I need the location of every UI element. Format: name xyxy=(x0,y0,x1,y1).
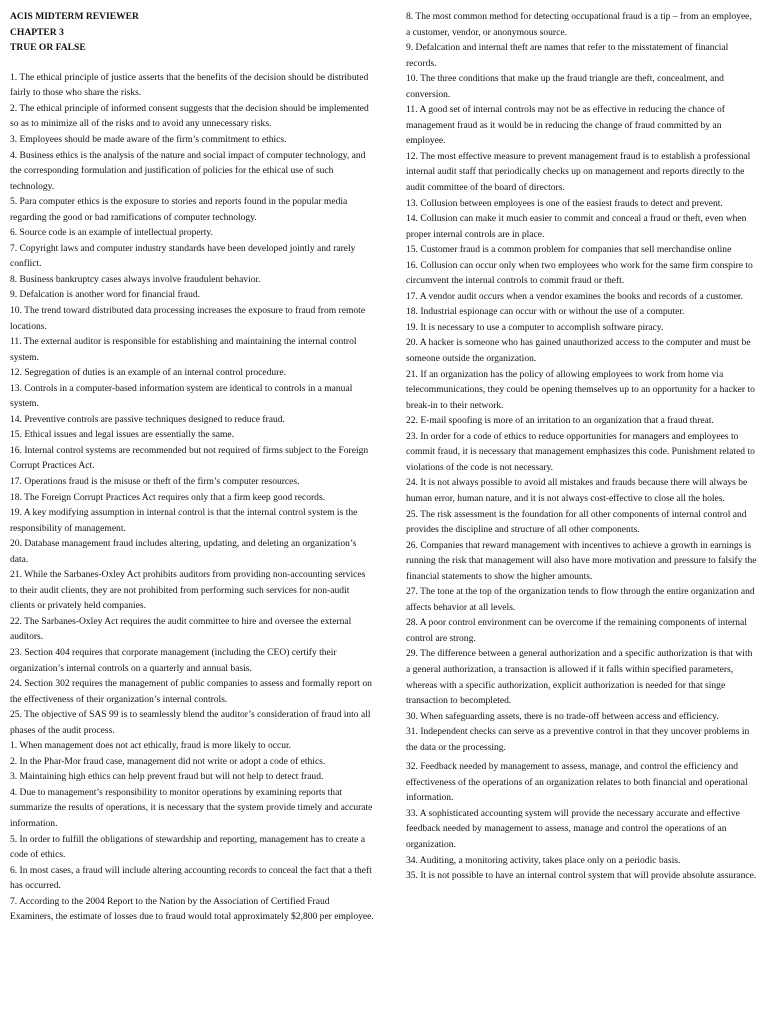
right-column xyxy=(406,9,758,884)
true-false-item: 13. Collusion between employees is one of the easiest frauds to detect and prevent. xyxy=(406,197,723,209)
true-false-item: 27. The tone at the top of the organization tends to flow through the entire organization and affects behavior at all levels. xyxy=(406,586,755,613)
true-false-item: 2. The ethical principle of informed consent suggests that the decision should be implemented so as to minimize all of the risks and to avoid any unnecessary risks. xyxy=(10,102,369,130)
true-false-item: 8. Business bankruptcy cases always involve fraudulent behavior. xyxy=(10,273,261,285)
true-false-item: 23. Section 404 requires that corporate management (including the CEO) certify their organization’s internal controls on a quarterly and annual basis. xyxy=(10,647,337,674)
left-question-list xyxy=(10,70,374,925)
true-false-item: 10. The three conditions that make up the fraud triangle are theft, concealment, and conversion. xyxy=(406,73,724,100)
true-false-item: 11. The external auditor is responsible for establishing and maintaining the internal control system. xyxy=(10,336,357,363)
true-false-item: 22. The Sarbanes-Oxley Act requires the audit committee to hire and oversee the external auditors. xyxy=(10,615,352,643)
true-false-item: 13. Controls in a computer-based information system are identical to controls in a manual system. xyxy=(10,382,353,410)
true-false-item: 21. If an organization has the policy of allowing employees to work from home via telecommunications, they could be opening themselves up to an opportunity for a hacker to break-in to their network. xyxy=(406,368,755,411)
true-false-item: 26. Companies that reward management with incentives to achieve a growth in earnings is running the risk that management will also have more motivation and pressure to falsify the financial statements to show the higher amounts. xyxy=(406,539,757,582)
true-false-item: 5. In order to fulfill the obligations of stewardship and reporting, management has to create a code of ethics. xyxy=(10,833,365,861)
true-false-item: 12. The most effective measure to prevent management fraud is to establish a professional internal audit staff that periodically checks up on management and reports directly to the audit committee of the board of directors. xyxy=(406,150,751,194)
true-false-item: 25. The risk assessment is the foundation for all other components of internal control and provides the discipline and structure of all other components. xyxy=(406,508,747,536)
true-false-item: 24. It is not always possible to avoid all mistakes and frauds because there will always be human error, human nature, and it is not always cost-effective to close all the holes. xyxy=(406,477,748,504)
true-false-item: 35. It is not possible to have an internal control system that will provide absolute assurance. xyxy=(406,870,757,882)
true-false-item: 24. Section 302 requires the management of public companies to assess and formally report on the effectiveness of their organization’s internal controls. xyxy=(10,678,372,705)
true-false-item: 31. Independent checks can serve as a preventive control in that they uncover problems in the data or the processing. xyxy=(406,726,750,753)
true-false-item: 21. While the Sarbanes-Oxley Act prohibits auditors from providing non-accounting services to their audit clients, they are not prohibited from performing such services for non-audit clients or privately held companies. xyxy=(10,569,366,612)
true-false-item: 6. In most cases, a fraud will include altering accounting records to conceal the fact that a theft has occurred. xyxy=(10,864,372,892)
true-false-item: 14. Collusion can make it much easier to commit and conceal a fraud or theft, even when proper internal controls are in place. xyxy=(406,213,747,240)
true-false-item: 22. E-mail spoofing is more of an irritation to an organization that a fraud threat. xyxy=(406,415,714,427)
right-question-list xyxy=(406,9,758,884)
true-false-item: 19. A key modifying assumption in internal control is that the internal control system is the responsibility of management. xyxy=(10,507,358,534)
true-false-item: 16. Internal control systems are recommended but not required of firms subject to the Foreign Corrupt Practices Act. xyxy=(10,444,369,472)
true-false-item: 33. A sophisticated accounting system will provide the necessary accurate and effective feedback needed by management to assess, manage and control the operations of an organization. xyxy=(406,807,740,850)
document-title: ACIS MIDTERM REVIEWER xyxy=(10,11,139,22)
true-false-item: 15. Customer fraud is a common problem for companies that sell merchandise online xyxy=(406,244,732,256)
true-false-item: 16. Collusion can occur only when two employees who work for the same firm conspire to circumvent the internal controls to commit fraud or theft. xyxy=(406,259,753,287)
true-false-item: 15. Ethical issues and legal issues are essentially the same. xyxy=(10,429,235,441)
true-false-item: 3. Maintaining high ethics can help prevent fraud but will not help to detect fraud. xyxy=(10,771,324,783)
true-false-item: 3. Employees should be made aware of the firm’s commitment to ethics. xyxy=(10,133,287,145)
chapter-heading: CHAPTER 3 xyxy=(10,26,64,38)
true-false-item: 4. Due to management’s responsibility to monitor operations by examining reports that summarize the results of operations, it is necessary that the system provide timely and accurate information. xyxy=(10,786,373,830)
true-false-item: 4. Business ethics is the analysis of the nature and social impact of computer technology, and the corresponding formulation and justification of policies for the ethical use of such technology. xyxy=(10,149,366,192)
true-false-item: 25. The objective of SAS 99 is to seamlessly blend the auditor’s consideration of fraud into all phases of the audit process. xyxy=(10,709,371,736)
true-false-item: 14. Preventive controls are passive techniques designed to reduce fraud. xyxy=(10,413,285,425)
true-false-item: 17. A vendor audit occurs when a vendor examines the books and records of a customer. xyxy=(406,290,743,302)
true-false-item: 20. A hacker is someone who has gained unauthorized access to the computer and must be someone outside the organization. xyxy=(406,337,751,365)
true-false-item: 1. When management does not act ethically, fraud is more likely to occur. xyxy=(10,740,292,752)
true-false-item: 1. The ethical principle of justice asserts that the benefits of the decision should be distributed fairly to those who share the risks. xyxy=(10,71,369,99)
true-false-item: 28. A poor control environment can be overcome if the remaining components of internal control are strong. xyxy=(406,617,747,644)
true-false-item: 34. Auditing, a monitoring activity, takes place only on a periodic basis. xyxy=(406,854,681,866)
true-false-item: 17. Operations fraud is the misuse or theft of the firm’s computer resources. xyxy=(10,476,300,487)
true-false-item: 18. Industrial espionage can occur with or without the use of a computer. xyxy=(406,306,685,318)
true-false-item: 11. A good set of internal controls may not be as effective in reducing the chance of management fraud as it would be in reducing the change of fraud committed by an employee. xyxy=(406,104,725,147)
true-false-item: 12. Segregation of duties is an example of an internal control procedure. xyxy=(10,367,286,379)
true-false-item: 20. Database management fraud includes altering, updating, and deleting an organization’s data. xyxy=(10,538,357,565)
true-false-item: 32. Feedback needed by management to assess, manage, and control the efficiency and effectiveness of the operations of an organization relates to both financial and operational information. xyxy=(406,761,748,804)
true-false-item: 18. The Foreign Corrupt Practices Act requires only that a firm keep good records. xyxy=(10,491,326,503)
left-column xyxy=(10,9,374,925)
true-false-item: 23. In order for a code of ethics to reduce opportunities for managers and employees to commit fraud, it is necessary that management emphasizes this code. Punishment related to violations of the code is not necessary. xyxy=(406,430,755,473)
true-false-item: 9. Defalcation is another word for financial fraud. xyxy=(10,289,201,301)
section-heading: TRUE OR FALSE xyxy=(10,42,86,54)
true-false-item: 5. Para computer ethics is the exposure to stories and reports found in the popular media regarding the good or bad ramifications of computer technology. xyxy=(10,196,348,223)
true-false-item: 10. The trend toward distributed data processing increases the exposure to fraud from remote locations. xyxy=(10,304,366,332)
true-false-item: 9. Defalcation and internal theft are names that refer to the misstatement of financial records. xyxy=(406,42,729,69)
true-false-item: 19. It is necessary to use a computer to accomplish software piracy. xyxy=(406,321,664,333)
true-false-item: 7. Copyright laws and computer industry standards have been developed jointly and rarely conflict. xyxy=(10,242,356,270)
true-false-item: 29. The difference between a general authorization and a specific authorization is that with a general authorization, a transaction is allowed if it falls within specified parameters, whereas with a specific authorization, explicit authorization is needed for that singe transaction to becompleted. xyxy=(406,648,753,707)
true-false-item: 7. According to the 2004 Report to the Nation by the Association of Certified Fraud Examiners, the estimate of losses due to fraud would total approximately $2,800 per employee. xyxy=(10,895,374,923)
true-false-item: 6. Source code is an example of intellectual property. xyxy=(10,227,213,239)
true-false-item: 8. The most common method for detecting occupational fraud is a tip – from an employee, a customer, vendor, or anonymous source. xyxy=(406,11,752,38)
true-false-item: 30. When safeguarding assets, there is no trade-off between access and efficiency. xyxy=(406,710,719,722)
true-false-item: 2. In the Phar-Mor fraud case, management did not write or adopt a code of ethics. xyxy=(10,755,326,767)
